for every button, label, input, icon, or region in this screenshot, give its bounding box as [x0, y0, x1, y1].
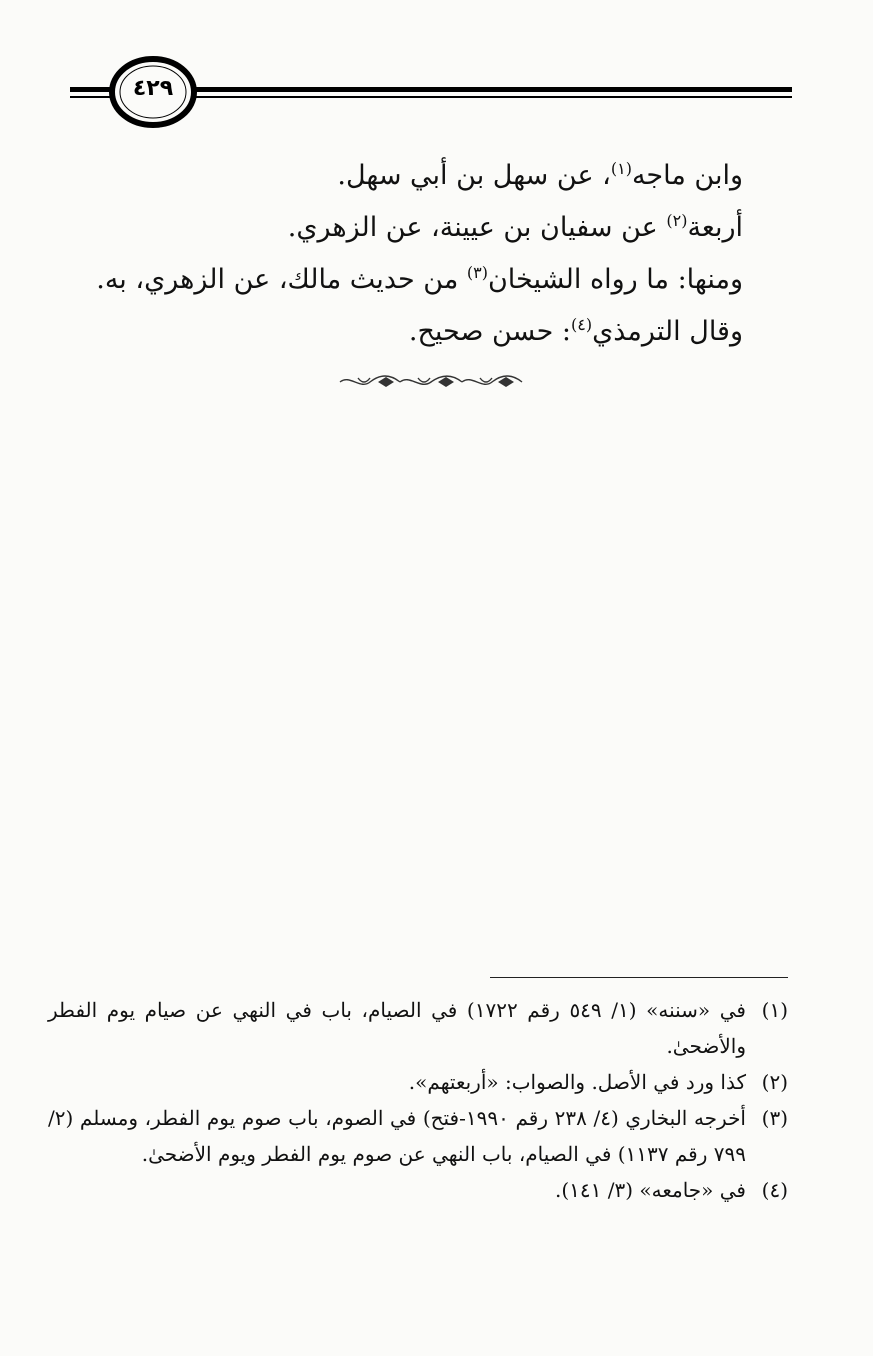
footnote-text: أخرجه البخاري (٤/ ٢٣٨ رقم ١٩٩٠-فتح) في الصوم، باب صوم يوم الفطر، ومسلم (٢/ ٧٩٩ رقم ١١٣٧) في الصيام، باب النهي عن صوم يوم الفطر ويوم الأضحىٰ. [48, 1106, 746, 1166]
footnote-number: (٤) [761, 1178, 788, 1202]
page-number: ٤٢٩ [132, 76, 174, 101]
section-divider-ornament [338, 372, 524, 392]
main-text [96, 150, 743, 358]
footnote-number: (١) [761, 998, 788, 1022]
footnote [48, 1100, 788, 1172]
footnote [48, 1172, 788, 1208]
text-line: أربعة$^{(٢)}$ عن سفيان بن عيينة، عن الزهري. [287, 211, 743, 243]
footnote-number: (٣) [761, 1106, 788, 1130]
page-header [70, 56, 792, 136]
footnote-text: في «جامعه» (٣/ ١٤١). [554, 1178, 746, 1202]
footnote [48, 992, 788, 1064]
footnote-ref[interactable]: (٣) [466, 263, 488, 282]
footnote-ref[interactable]: (٢) [666, 211, 688, 230]
footnote-number: (٢) [761, 1070, 788, 1094]
text-line: وابن ماجه$^{(١)}$، عن سهل بن أبي سهل. [337, 159, 743, 191]
footnotes [48, 992, 788, 1208]
text-line: ومنها: ما رواه الشيخان$^{(٣)}$ من حديث مالك، عن الزهري، به. [96, 263, 743, 295]
footnote-ref[interactable]: (٤) [570, 315, 593, 334]
footnote-ref[interactable]: (١) [610, 159, 632, 178]
text-line: وقال الترمذي$^{(٤)}$: حسن صحيح. [408, 315, 743, 347]
footnote-separator [490, 977, 788, 978]
footnote [48, 1064, 788, 1100]
footnote-text: في «سننه» (١/ ٥٤٩ رقم ١٧٢٢) في الصيام، باب في النهي عن صيام يوم الفطر والأضحىٰ. [48, 998, 746, 1058]
footnote-text: كذا ورد في الأصل. والصواب: «أربعتهم». [408, 1070, 746, 1094]
